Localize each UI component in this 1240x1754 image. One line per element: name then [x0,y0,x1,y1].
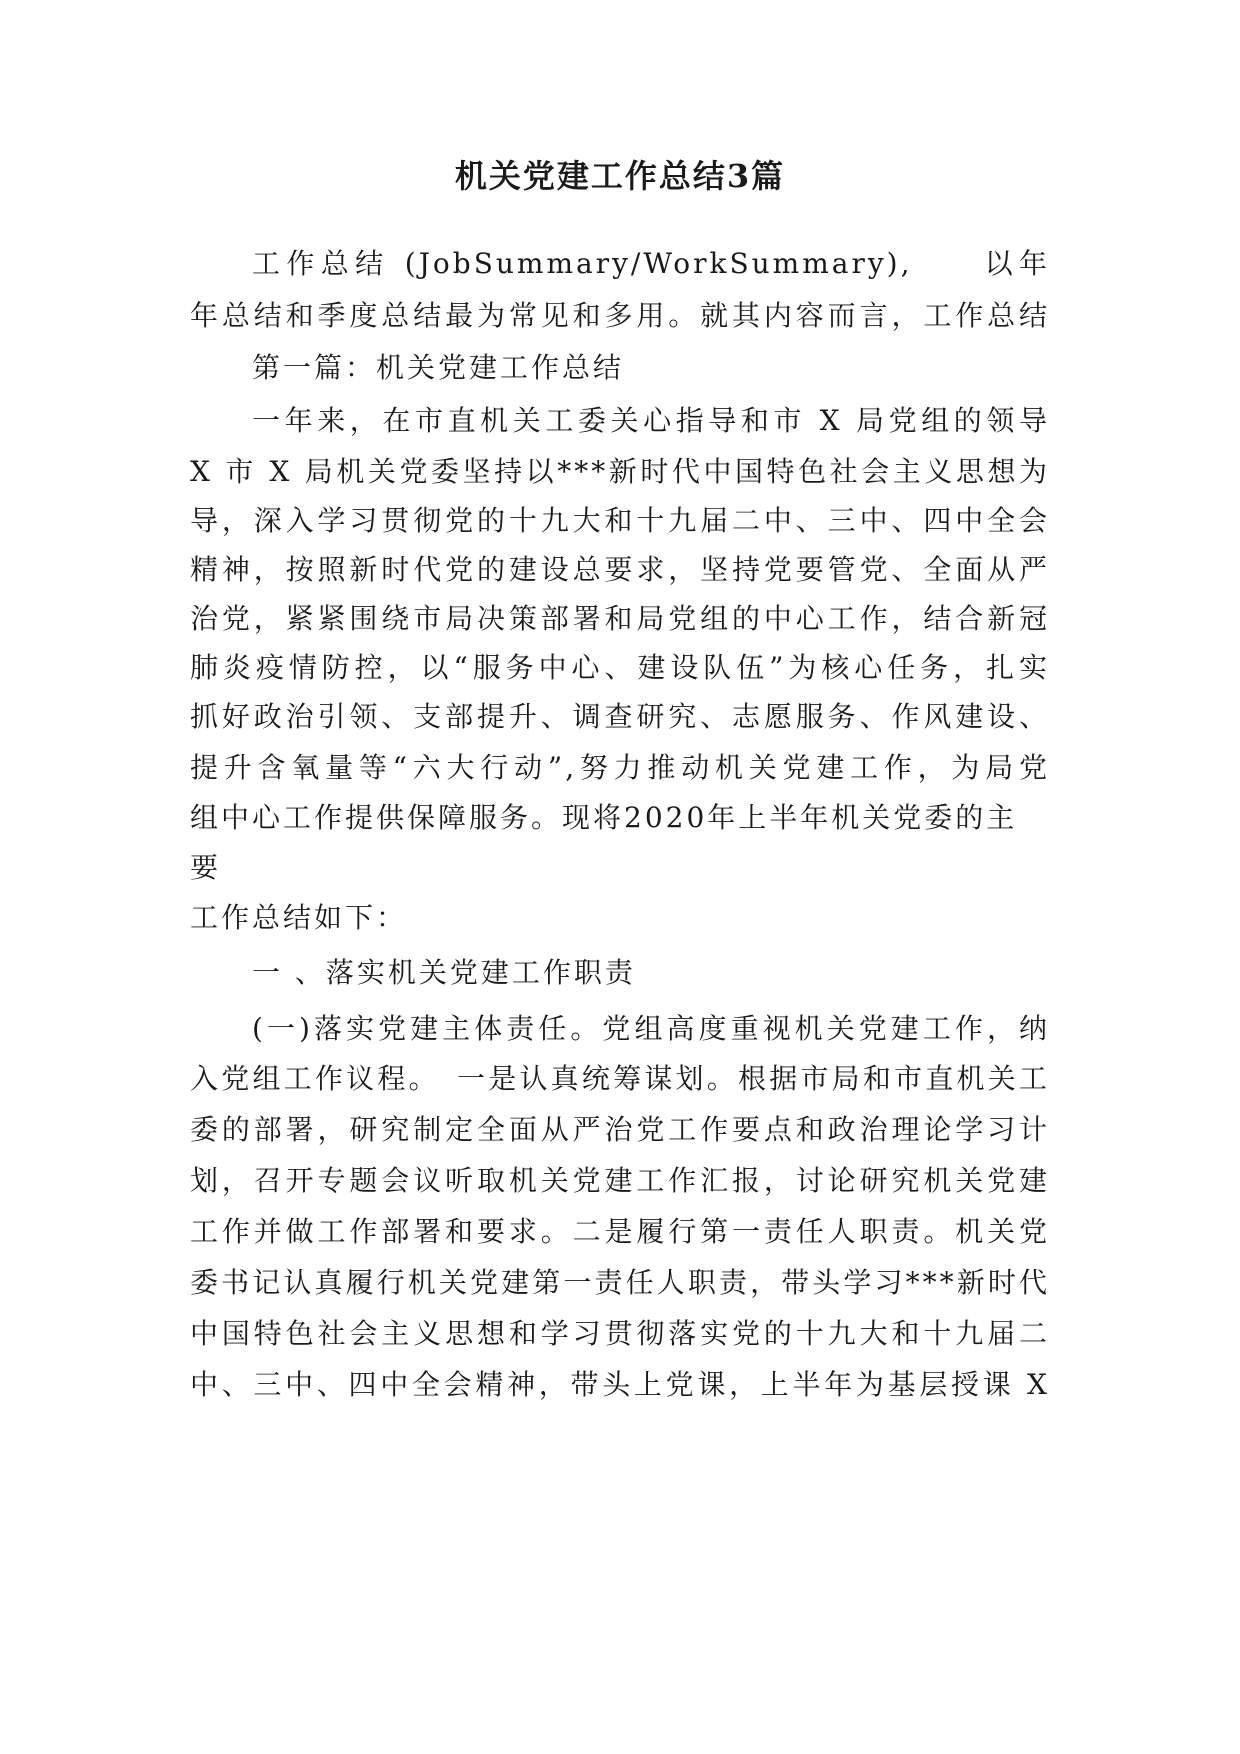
paragraph-line: 划，召开专题会议听取机关党建工作汇报，讨论研究机关党建 [190,1164,1050,1197]
paragraph-line: 委书记认真履行机关党建第一责任人职责，带头学习***新时代 [190,1266,1050,1299]
paragraph-line: 组中心工作提供保障服务。现将2020年上半年机关党委的主 [190,801,1018,834]
paragraph-line: 提升含氧量等“六大行动”,努力推动机关党建工作，为局党 [190,751,1050,784]
paragraph-line: 抓好政治引领、支部提升、调查研究、志愿服务、作风建设、 [190,700,1050,733]
paragraph-line: 工作并做工作部署和要求。二是履行第一责任人职责。机关党 [190,1215,1050,1248]
paragraph-line: 治党，紧紧围绕市局决策部署和局党组的中心工作，结合新冠 [190,602,1050,635]
section-heading: 一 、落实机关党建工作职责 [252,956,636,989]
paragraph-line: 导，深入学习贯彻党的十九大和十九届二中、三中、四中全会 [190,504,1050,537]
paragraph-line: 要 [190,851,222,884]
paragraph-line: X 市 X 局机关党委坚持以***新时代中国特色社会主义思想为 [190,455,1050,488]
paragraph-line: 入党组工作议程。 一是认真统筹谋划。根据市局和市直机关工 [190,1062,1050,1095]
paragraph-line: (一)落实党建主体责任。党组高度重视机关党建工作，纳 [252,1012,1050,1045]
document-title: 机关党建工作总结3篇 [454,157,786,195]
paragraph-line: 中、三中、四中全会精神，带头上党课，上半年为基层授课 X [190,1368,1050,1401]
paragraph-line: 精神，按照新时代党的建设总要求，坚持党要管党、全面从严 [190,553,1050,586]
paragraph-line: 一年来，在市直机关工委关心指导和市 X 局党组的领导 [252,404,1050,437]
paragraph-line: 工作总结 (JobSummary/WorkSummary), 以年 [252,247,1050,280]
paragraph-line: 中国特色社会主义思想和学习贯彻落实党的十九大和十九届二 [190,1317,1050,1350]
paragraph-line: 肺炎疫情防控，以“服务中心、建设队伍”为核心任务，扎实 [190,651,1050,684]
section-heading: 第一篇：机关党建工作总结 [252,351,625,384]
paragraph-line: 工作总结如下： [190,901,408,934]
paragraph-line: 年总结和季度总结最为常见和多用。就其内容而言，工作总结 [190,299,1050,332]
paragraph-line: 委的部署，研究制定全面从严治党工作要点和政治理论学习计 [190,1113,1050,1146]
